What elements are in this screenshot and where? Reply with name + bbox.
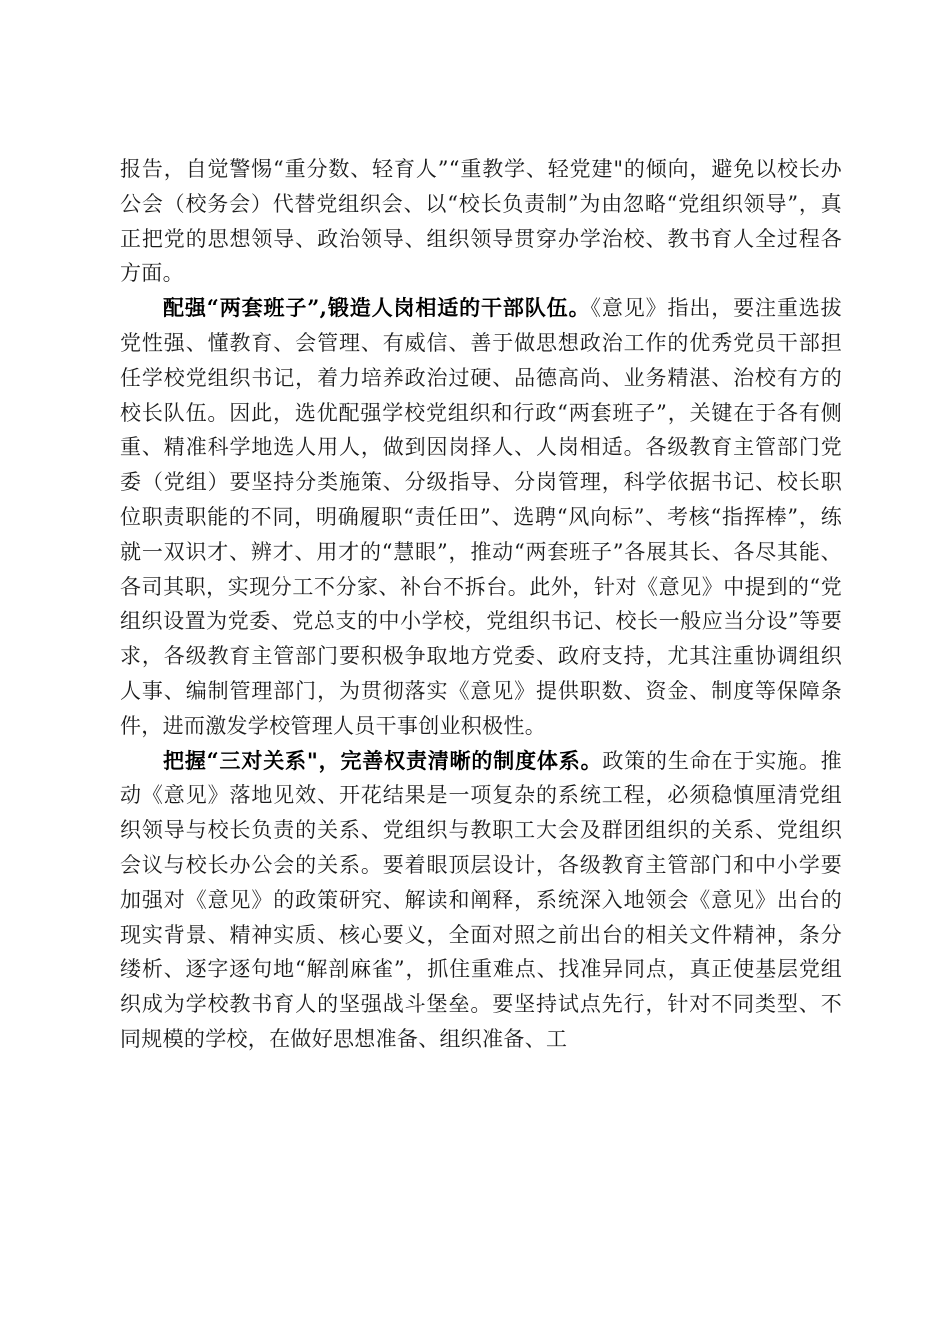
paragraph-3-heading: 把握“三对关系"，完善权责清晰的制度体系。 xyxy=(163,747,603,773)
paragraph-2-heading: 配强“两套班子”,锻造人岗相适的干部队伍。 xyxy=(163,295,591,321)
paragraph-1 xyxy=(120,152,842,291)
paragraph-2 xyxy=(120,291,842,743)
paragraph-1-body: 报告，自觉警惕“重分数、轻育人”“重教学、轻党建"的倾向，避免以校长办公会（校务会）代替党组织会、以“校长负责制”为由忽略“党组织领导”，真正把党的思想领导、政治领导、组织领导贯穿办学治校、教书育人全过程各方面。 xyxy=(120,157,842,286)
paragraph-3-body: 政策的生命在于实施。推动《意见》落地见效、开花结果是一项复杂的系统工程，必须稳慎厘清党组织领导与校长负责的关系、党组织与教职工大会及群团组织的关系、党组织会议与校长办公会的关系。要着眼顶层设计，各级教育主管部门和中小学要加强对《意见》的政策研究、解读和阐释，系统深入地领会《意见》出台的现实背景、精神实质、核心要义，全面对照之前出台的相关文件精神，条分缕析、逐字逐句地“解剖麻雀”，抓住重难点、找准异同点，真正使基层党组织成为学校教书育人的坚强战斗堡垒。要坚持试点先行，针对不同类型、不同规模的学校，在做好思想准备、组织准备、工 xyxy=(120,748,842,1051)
document-page xyxy=(120,152,842,1057)
paragraph-3 xyxy=(120,744,842,1057)
paragraph-2-body: 《意见》指出，要注重选拔党性强、懂教育、会管理、有威信、善于做思想政治工作的优秀党员干部担任学校党组织书记，着力培养政治过硬、品德高尚、业务精湛、治校有方的校长队伍。因此，选优配强学校党组织和行政“两套班子”，关键在于各有侧重、精准科学地选人用人，做到因岗择人、人岗相适。各级教育主管部门党委（党组）要坚持分类施策、分级指导、分岗管理，科学依据书记、校长职位职责职能的不同，明确履职“责任田”、选聘“风向标”、考核“指挥棒”，练就一双识才、辨才、用才的“慧眼”，推动“两套班子”各展其长、各尽其能、各司其职，实现分工不分家、补台不拆台。此外，针对《意见》中提到的“党组织设置为党委、党总支的中小学校，党组织书记、校长一般应当分设”等要求，各级教育主管部门要积极争取地方党委、政府支持，尤其注重协调组织人事、编制管理部门，为贯彻落实《意见》提供职数、资金、制度等保障条件，进而激发学校管理人员干事创业积极性。 xyxy=(120,296,842,738)
